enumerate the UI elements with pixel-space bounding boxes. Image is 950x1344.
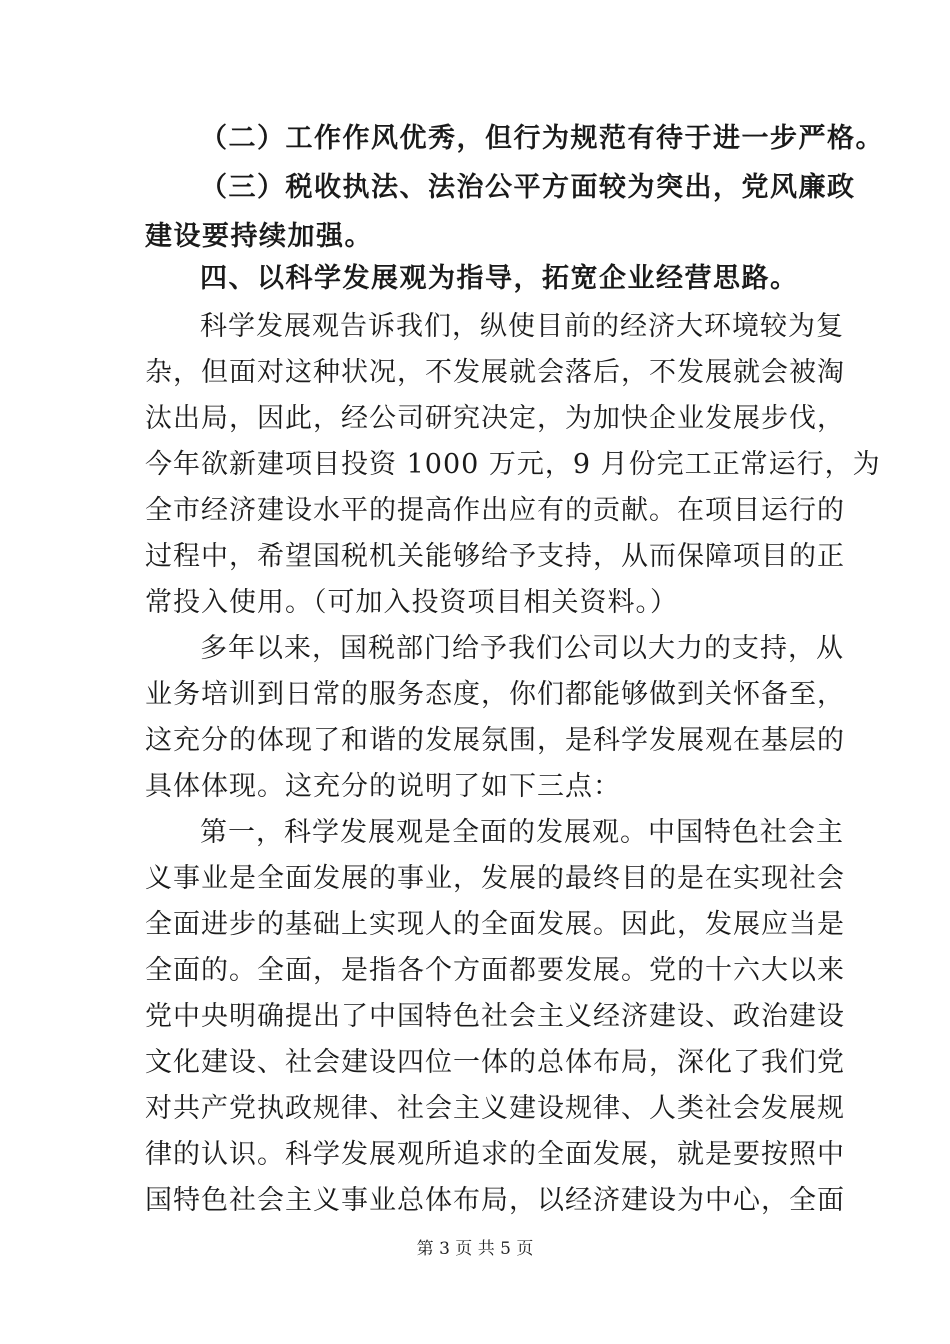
- subheading-2: （二）工作作风优秀，但行为规范有待于进一步严格。: [200, 123, 884, 154]
- paragraph-2-line: 业务培训到日常的服务态度，你们都能够做到关怀备至，: [145, 679, 845, 710]
- paragraph-3-line: 党中央明确提出了中国特色社会主义经济建设、政治建设: [145, 1001, 845, 1032]
- paragraph-1-line: 科学发展观告诉我们，纵使目前的经济大环境较为复: [200, 311, 844, 342]
- paragraph-3-line: 国特色社会主义事业总体布局，以经济建设为中心，全面: [145, 1185, 845, 1216]
- page-number-footer: 第 3 页 共 5 页: [416, 1239, 534, 1259]
- paragraph-3-line: 第一，科学发展观是全面的发展观。中国特色社会主: [200, 817, 844, 848]
- subheading-3-line-2: 建设要持续加强。: [145, 221, 373, 252]
- paragraph-3-line: 对共产党执政规律、社会主义建设规律、人类社会发展规: [145, 1093, 845, 1124]
- paragraph-2-line: 多年以来，国税部门给予我们公司以大力的支持，从: [200, 633, 844, 664]
- paragraph-1-line: 全市经济建设水平的提高作出应有的贡献。在项目运行的: [145, 495, 845, 526]
- paragraph-1-line: 今年欲新建项目投资 1000 万元，9 月份完工正常运行，为: [145, 449, 881, 480]
- paragraph-1-line: 常投入使用。（可加入投资项目相关资料。）: [145, 587, 678, 618]
- paragraph-2-line: 这充分的体现了和谐的发展氛围，是科学发展观在基层的: [145, 725, 845, 756]
- paragraph-1-line: 过程中，希望国税机关能够给予支持，从而保障项目的正: [145, 541, 845, 572]
- paragraph-1-line: 杂，但面对这种状况，不发展就会落后，不发展就会被淘: [145, 357, 845, 388]
- paragraph-1-line: 汰出局，因此，经公司研究决定，为加快企业发展步伐，: [145, 403, 845, 434]
- paragraph-3-line: 文化建设、社会建设四位一体的总体布局，深化了我们党: [145, 1047, 845, 1078]
- paragraph-3-line: 全面进步的基础上实现人的全面发展。因此，发展应当是: [145, 909, 845, 940]
- subheading-3-line-1: （三）税收执法、法治公平方面较为突出，党风廉政: [200, 172, 856, 203]
- paragraph-3-line: 全面的。全面，是指各个方面都要发展。党的十六大以来: [145, 955, 845, 986]
- paragraph-2-line: 具体体现。这充分的说明了如下三点：: [145, 771, 621, 802]
- section-heading-4: 四、以科学发展观为指导，拓宽企业经营思路。: [200, 263, 799, 294]
- paragraph-3-line: 义事业是全面发展的事业，发展的最终目的是在实现社会: [145, 863, 845, 894]
- paragraph-3-line: 律的认识。科学发展观所追求的全面发展，就是要按照中: [145, 1139, 845, 1170]
